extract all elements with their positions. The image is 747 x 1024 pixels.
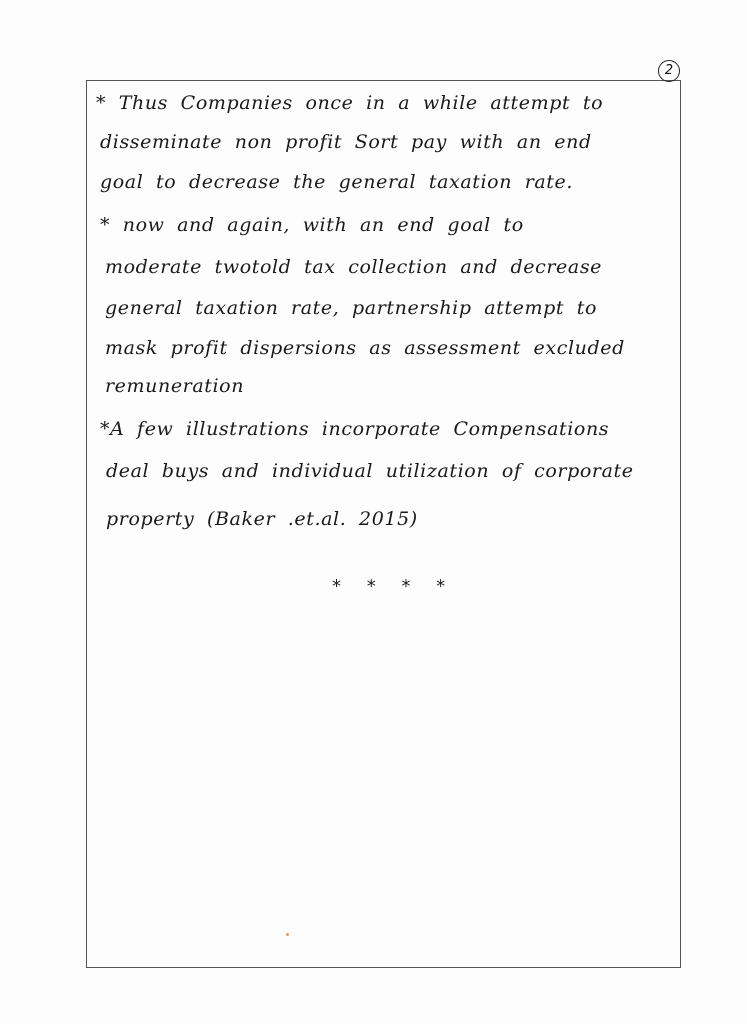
text-line: moderate twotold tax collection and decrease (105, 256, 603, 278)
text-line: general taxation rate, partnership attempt to (105, 297, 598, 319)
text-line: * now and again, with an end goal to (100, 214, 524, 236)
text-line: * Thus Companies once in a while attempt to (96, 92, 604, 114)
text-line: property (Baker .et.al. 2015) (106, 508, 418, 530)
page-number: 2 (658, 60, 680, 82)
text-line: *A few illustrations incorporate Compensations (100, 418, 610, 440)
text-line: deal buys and individual utilization of corporate (106, 460, 634, 482)
paper-speck (286, 933, 289, 936)
text-line: mask profit dispersions as assessment excluded (105, 337, 625, 359)
text-line: remuneration (105, 375, 245, 397)
closing-asterisks: * * * * (332, 576, 456, 597)
text-line: disseminate non profit Sort pay with an end (100, 131, 592, 153)
text-line: goal to decrease the general taxation rate. (100, 171, 574, 193)
